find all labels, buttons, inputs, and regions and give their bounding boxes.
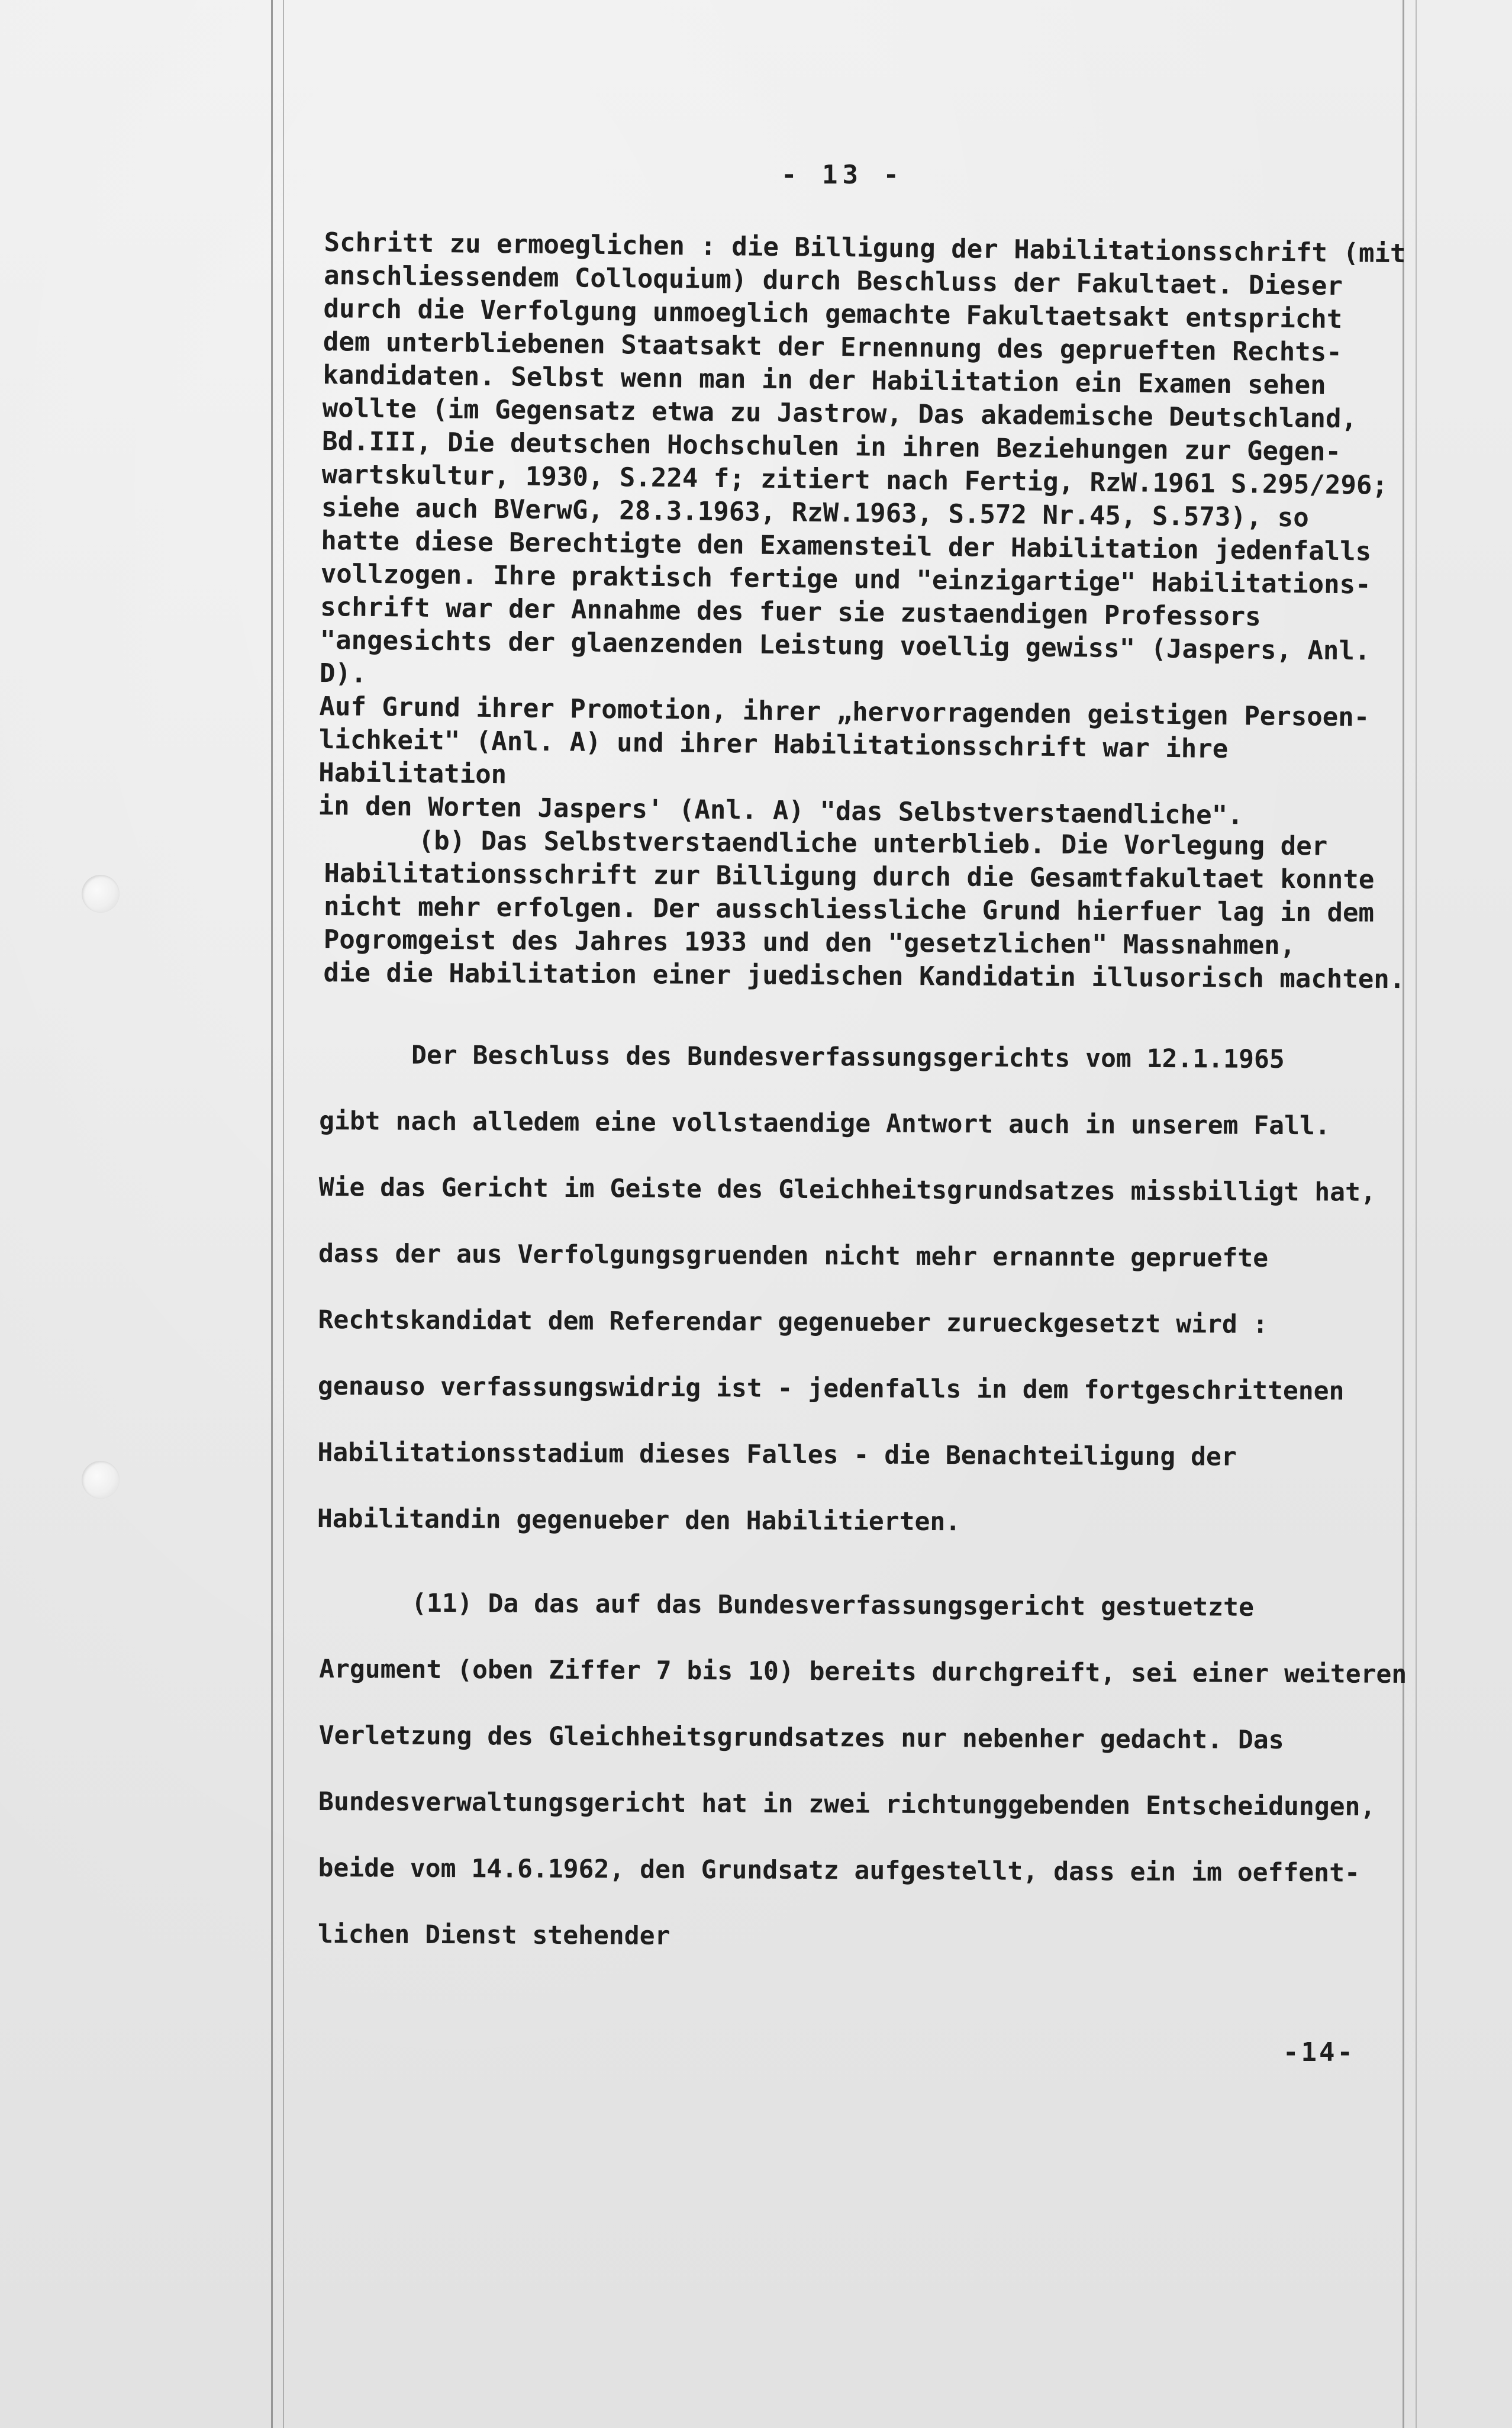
punch-hole-upper	[82, 875, 120, 913]
left-margin-line	[271, 0, 273, 2428]
left-margin-line-inner	[283, 0, 284, 2428]
paragraph-court-decision: Der Beschluss des Bundesverfassungsgerichts vom 12.1.1965 gibt nach alledem eine vollstaendige Antwort auch in unserem Fall. Wie das Gericht im Geiste des Gleichheitsgrundsatzes missbilligt hat, dass der aus Verfolgungsgruenden nicht mehr ernannte gepruefte Rechtskandidat dem Referendar gegenueber zurueckgesetzt wird : genauso verfassungswidrig ist - jedenfalls in dem fortgeschrittenen Habilitationsstadium dieses Falles - die Benachteiligung der Habilitandin gegenueber den Habilitierten.	[317, 1039, 1376, 1537]
paragraph-habilitation-argument: Schritt zu ermoeglichen : die Billigung der Habilitationsschrift (mit anschliessendem Colloquium) durch Beschluss der Fakultaet. Dieser durch die Verfolgung unmoeglich gemachte Fakultaetsakt entspricht dem unterbliebenen Staatsakt der Ernennung des geprueften Rechts- kandidaten. Selbst wenn man in der Habilitation ein Examen sehen wollte (im Gegensatz etwa zu Jastrow, Das akademische Deutschland, Bd.III, Die deutschen Hochschulen in ihren Beziehungen zur Gegen- wartskultur, 1930, S.224 f; zitiert nach Fertig, RzW.1961 S.295/296; siehe auch BVerwG, 28.3.1963, RzW.1963, S.572 Nr.45, S.573), so hatte diese Berechtigte den Examensteil der Habilitation jedenfalls vollzogen. Ihre praktisch fertige und "einzigartige" Habilitations- schrift war der Annahme des fuer sie zustaendigen Professors "angesichts der glaenzenden Leistung voellig gewiss" (Jaspers, Anl. D). Auf Grund ihrer Promotion, ihrer „hervorragenden geistigen Persoen- lichkeit" (Anl. A) und ihrer Habilitationsschrift war ihre Habilitation in den Worten Jaspers' (Anl. A) "das Selbstverstaendliche".	[318, 227, 1406, 831]
punch-hole-lower	[82, 1461, 120, 1499]
paragraph-b-self-evident: (b) Das Selbstverstaendliche unterblieb. Die Vorlegung der Habilitationsschrift zur Billigung durch die Gesamtfakultaet konnte nicht mehr erfolgen. Der ausschliessliche Grund hierfuer lag in dem Pogromgeist des Jahres 1933 und den "gesetzlichen" Massnahmen, die die Habilitation einer juedischen Kandidatin illusorisch machten.	[323, 825, 1405, 995]
next-page-marker: -14-	[1283, 2037, 1355, 2068]
page-number: - 13 -	[781, 160, 904, 190]
right-margin-line-outer	[1416, 0, 1417, 2428]
paragraph-11-equality-principle: (11) Da das auf das Bundesverfassungsgericht gestuetzte Argument (oben Ziffer 7 bis 10) bereits durchgreift, sei einer weiteren Verletzung des Gleichheitsgrundsatzes nur nebenher gedacht. Das Bundesverwaltungsgericht hat in zwei richtunggebenden Entscheidungen, beide vom 14.6.1962, den Grundsatz aufgestellt, dass ein im oeffent- lichen Dienst stehender	[317, 1587, 1407, 1951]
